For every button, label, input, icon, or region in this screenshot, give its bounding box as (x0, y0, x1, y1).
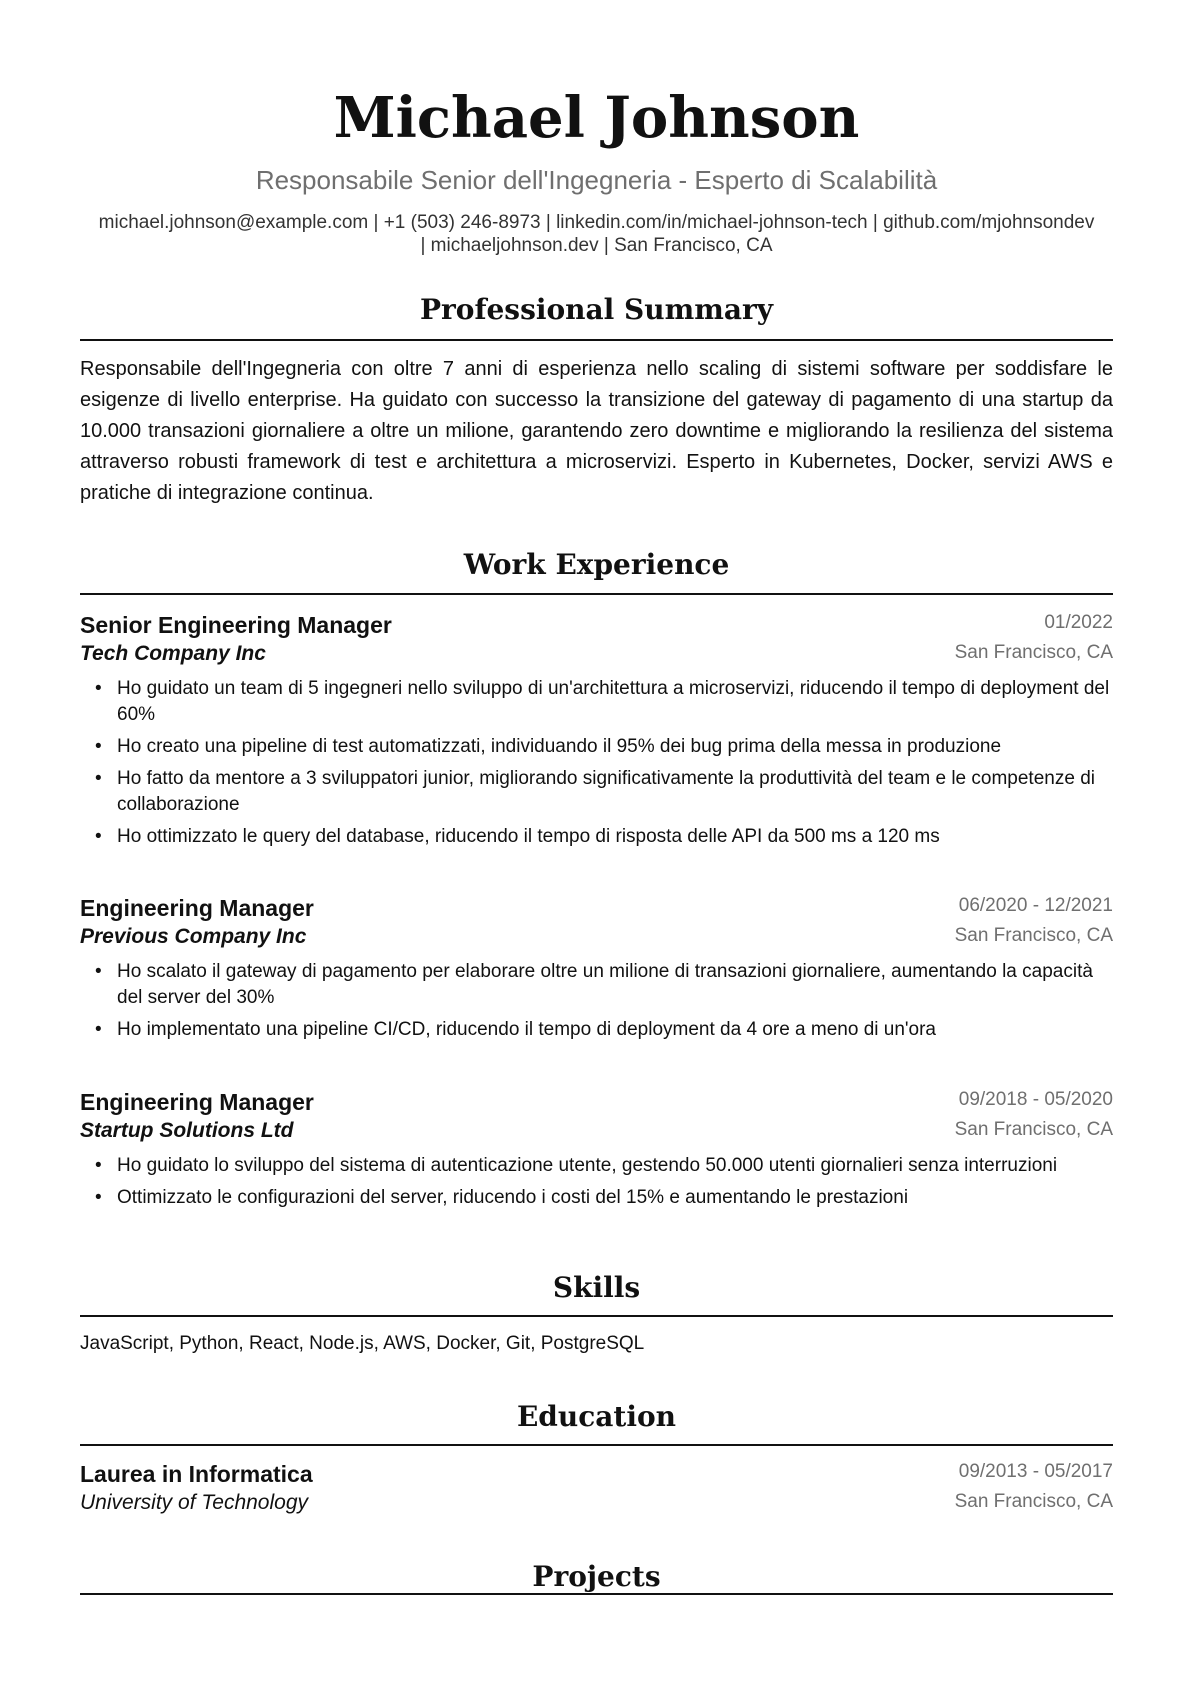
job-bullet: • Ho guidato un team di 5 ingegneri nello sviluppo di un'architettura a microservizi, riducendo il tempo di deployment del 60% (95, 678, 1110, 725)
education-location: San Francisco, CA (954, 1491, 1113, 1512)
skills-list: JavaScript, Python, React, Node.js, AWS, Docker, Git, PostgreSQL (80, 1333, 645, 1354)
summary-divider (80, 339, 1113, 341)
job-entry (80, 610, 1113, 856)
job-role: Engineering Manager (80, 1089, 314, 1115)
bullet-icon: • (95, 1019, 102, 1040)
bullet-icon: • (95, 736, 102, 757)
job-company: Startup Solutions Ltd (80, 1119, 294, 1142)
job-bullet: • Ho ottimizzato le query del database, riducendo il tempo di risposta delle API da 500 ms a 120 ms (80, 824, 1113, 850)
skills-heading: Skills (552, 1271, 641, 1304)
bullet-icon: • (95, 961, 102, 982)
projects-divider (80, 1593, 1113, 1595)
experience-heading: Work Experience (463, 548, 730, 581)
job-role: Engineering Manager (80, 895, 314, 921)
job-location: San Francisco, CA (954, 1119, 1113, 1140)
job-bullet: • Ho fatto da mentore a 3 sviluppatori junior, migliorando significativamente la produttività del team e le competenze di collaborazione (95, 768, 1095, 815)
bullet-icon: • (95, 678, 102, 699)
job-entry (80, 893, 1113, 1049)
job-location: San Francisco, CA (954, 925, 1113, 946)
job-date: 01/2022 (1044, 612, 1113, 633)
job-bullet: • Ho creato una pipeline di test automatizzati, individuando il 95% dei bug prima della messa in produzione (80, 734, 1113, 760)
contact-info (80, 211, 1113, 257)
job-company: Previous Company Inc (80, 925, 307, 948)
education-entry (80, 1459, 1113, 1519)
summary-text: Responsabile dell'Ingegneria con oltre 7 anni di esperienza nello scaling di sistemi software per soddisfare le esigenze di livello enterprise. Ha guidato con successo la transizione del gateway di pagamento di una startup da 10.000 transazioni giornaliere a oltre un milione, garantendo zero downtime e migliorando la resilienza del sistema attraverso robusti framework di test e architettura a microservizi. Esperto in Kubernetes, Docker, servizi AWS e pratiche di integrazione continua. (80, 358, 1113, 504)
candidate-title: Responsabile Senior dell'Ingegneria - Esperto di Scalabilità (255, 165, 938, 195)
education-degree: Laurea in Informatica (80, 1461, 313, 1487)
education-divider (80, 1444, 1113, 1446)
job-role: Senior Engineering Manager (80, 612, 392, 638)
job-bullet: • Ho guidato lo sviluppo del sistema di autenticazione utente, gestendo 50.000 utenti giornalieri senza interruzioni (80, 1153, 1113, 1179)
bullet-icon: • (95, 1155, 102, 1176)
education-date: 09/2013 - 05/2017 (958, 1461, 1113, 1482)
candidate-name: Michael Johnson (333, 85, 860, 151)
job-date: 09/2018 - 05/2020 (958, 1089, 1113, 1110)
education-school: University of Technology (80, 1491, 309, 1514)
education-heading: Education (516, 1400, 677, 1433)
job-bullet: • Ho implementato una pipeline CI/CD, riducendo il tempo di deployment da 4 ore a meno di un'ora (80, 1017, 1113, 1043)
job-date: 06/2020 - 12/2021 (958, 895, 1113, 916)
skills-divider (80, 1315, 1113, 1317)
bullet-icon: • (95, 826, 102, 847)
summary-heading: Professional Summary (419, 293, 774, 326)
contact-line-1: michael.johnson@example.com | +1 (503) 246-8973 | linkedin.com/in/michael-johnson-tech | github.com/mjohnsondev (98, 212, 1095, 233)
job-company: Tech Company Inc (80, 642, 266, 665)
bullet-icon: • (95, 768, 102, 789)
job-bullet: • Ottimizzato le configurazioni del server, riducendo i costi del 15% e aumentando le prestazioni (80, 1185, 1113, 1211)
job-bullets (80, 1153, 1113, 1211)
projects-heading: Projects (532, 1560, 661, 1593)
job-bullets (80, 676, 1113, 850)
job-bullet: • Ho scalato il gateway di pagamento per elaborare oltre un milione di transazioni giornaliere, aumentando la capacità del server del 30% (95, 961, 1093, 1008)
job-bullets (80, 959, 1113, 1043)
job-entry (80, 1087, 1113, 1217)
bullet-icon: • (95, 1187, 102, 1208)
job-location: San Francisco, CA (954, 642, 1113, 663)
experience-divider (80, 593, 1113, 595)
contact-line-2: | michaeljohnson.dev | San Francisco, CA (420, 235, 773, 256)
